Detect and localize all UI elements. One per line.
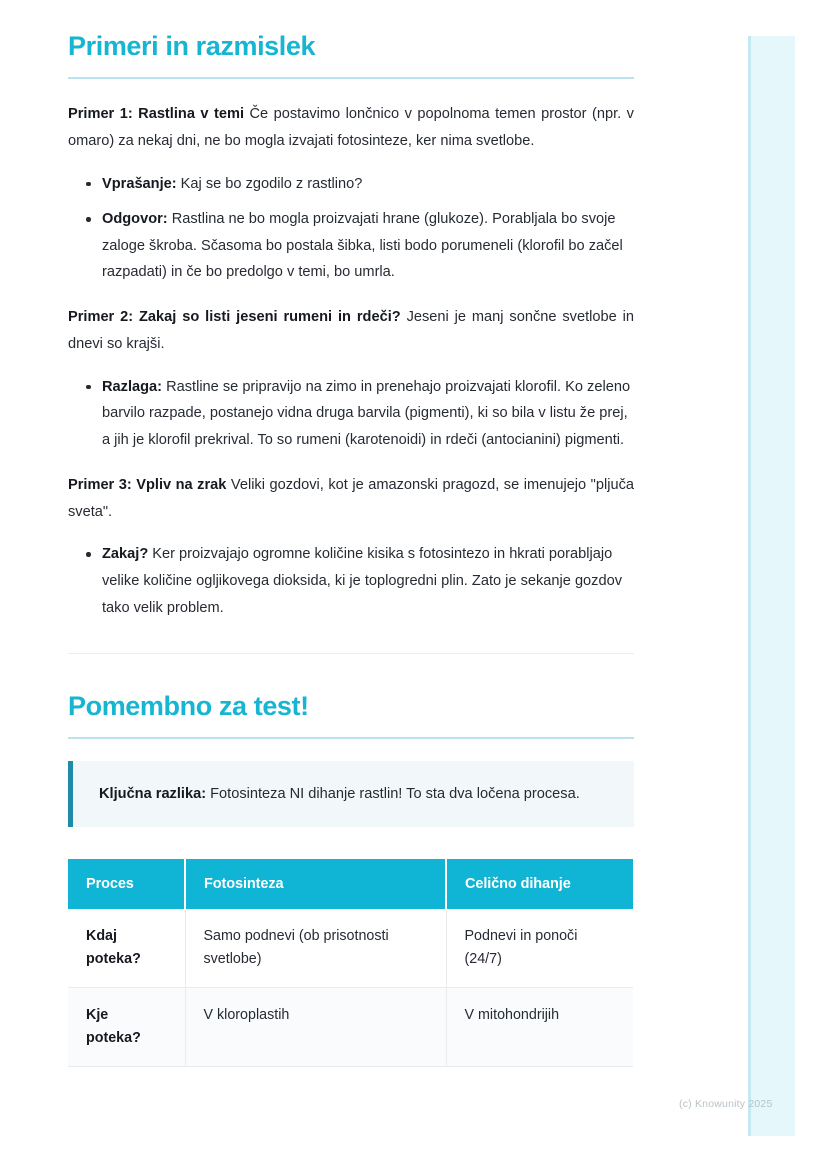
list-item-text: Rastline se pripravijo na zimo in prenehajo proizvajati klorofil. Ko zeleno barvilo razpade, postanejo vidna druga barvila (pigmenti), ki so bila v listu že prej, a jih je klorofil prekrival. To so rumeni (karotenoidi) in rdeči (antocianini) pigmenti. [102,378,631,448]
content-column [68,30,634,1067]
table-cell-label: Kdaj poteka? [68,909,185,987]
example-1-text: Če postavimo lončnico v popolnoma temen prostor (npr. v omaro) za nekaj dni, ne bo mogla izvajati fotosinteze, ker nima svetlobe. [68,105,634,149]
example-3-list [68,541,634,621]
example-3-text: Veliki gozdovi, kot je amazonski pragozd, se imenujejo "pljuča sveta". [68,476,634,520]
comparison-table [68,859,633,1067]
list-item-lead: Zakaj? [102,546,149,563]
example-2-lead: Primer 2: Zakaj so listi jeseni rumeni in rdeči? [68,308,401,325]
table-header-photosynthesis: Fotosinteza [185,859,446,909]
table-header-respiration: Celično dihanje [446,859,633,909]
section-title-test: Pomembno za test! [68,691,309,722]
list-item [102,374,634,454]
example-2-paragraph [68,304,634,358]
list-item-text: Rastlina ne bo mogla proizvajati hrane (glukoze). Porabljala bo svoje zaloge škroba. Sčasoma bo postala šibka, listi bodo porumeneli (klorofil bo začel razpadati) in če bo predolgo v temi, bo umrla. [102,211,623,281]
list-item [102,541,634,621]
table-head [68,859,633,909]
table-cell-respiration: V mitohondrijih [446,987,633,1066]
table-cell-photosynthesis: Samo podnevi (ob prisotnosti svetlobe) [185,909,446,987]
example-1-lead: Primer 1: Rastlina v temi [68,105,245,122]
table-cell-photosynthesis: V kloroplastih [185,987,446,1066]
title-underline-rule [68,737,634,739]
example-2-list [68,374,634,454]
table-cell-label: Kje poteka? [68,987,185,1066]
table-cell-respiration: Podnevi in ponoči (24/7) [446,909,633,987]
example-1-list [68,171,634,286]
example-3-paragraph [68,472,634,526]
list-item-text: Ker proizvajajo ogromne količine kisika s fotosintezo in hkrati porabljajo velike količine ogljikovega dioksida, ki je toplogredni plin. Zato je sekanje gozdov tako velik problem. [102,546,623,616]
callout-lead: Ključna razlika: [99,785,207,802]
list-item [102,206,634,286]
key-difference-callout [68,761,634,827]
callout-text: Fotosinteza NI dihanje rastlin! To sta dva ločena procesa. [206,785,580,802]
list-item-text: Kaj se bo zgodilo z rastlino? [176,175,363,192]
table-row [68,909,633,987]
table-body [68,909,633,1066]
list-item-lead: Vprašanje: [102,175,177,192]
list-item-lead: Razlaga: [102,378,163,395]
callout-paragraph [99,781,612,807]
table-header-process: Proces [68,859,185,909]
right-decorative-strip [748,36,795,1136]
section-divider [68,653,634,654]
table-row [68,987,633,1066]
example-1-paragraph [68,101,634,155]
example-3-lead: Primer 3: Vpliv na zrak [68,476,227,493]
list-item [102,171,634,198]
copyright-watermark: (c) Knowunity 2025 [679,1098,773,1110]
example-2-text: Jeseni je manj sončne svetlobe in dnevi so krajši. [68,308,634,352]
table-header-row [68,859,633,909]
list-item-lead: Odgovor: [102,211,168,228]
page-title: Primeri in razmislek [68,31,316,61]
title-underline-rule [68,77,634,79]
